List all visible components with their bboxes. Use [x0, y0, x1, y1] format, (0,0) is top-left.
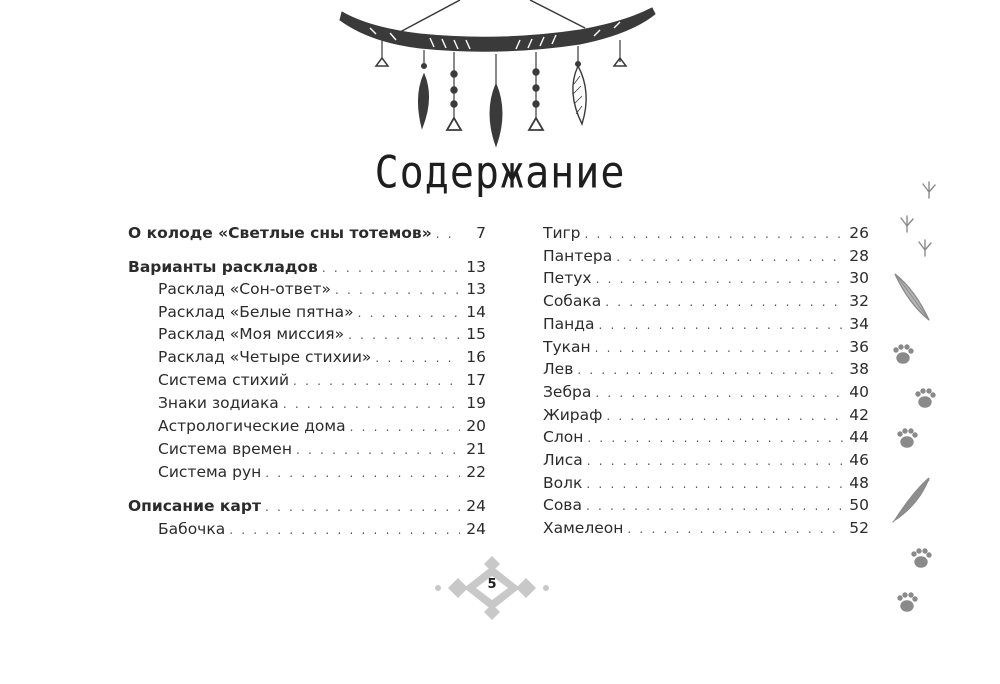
- toc-entry: [543, 517, 869, 539]
- toc-entry: [128, 222, 486, 244]
- toc-entry-title: Панда: [543, 314, 595, 333]
- toc-entry: [543, 381, 869, 403]
- toc-entry-page: 40: [849, 382, 869, 401]
- toc-entry: [543, 494, 869, 516]
- toc-entry-page: 44: [849, 428, 869, 447]
- toc-right-column: [543, 0, 869, 684]
- toc-entry-title: Расклад «Сон-ответ»: [158, 280, 331, 298]
- toc-entry-page: 21: [466, 440, 486, 458]
- toc-entry: [158, 392, 486, 414]
- toc-entry-page: 20: [466, 417, 486, 435]
- toc-entry-title: Хамелеон: [543, 519, 624, 538]
- toc-entry-page: 7: [476, 224, 486, 242]
- toc-entry: [158, 518, 486, 540]
- toc-entry: [543, 313, 869, 335]
- toc-entry-page: 38: [849, 360, 869, 379]
- toc-entry-page: 46: [849, 451, 869, 469]
- dot-leader: [606, 405, 843, 427]
- toc-entry: [543, 404, 869, 426]
- toc-entry: [158, 461, 486, 483]
- dot-leader: [296, 439, 460, 461]
- toc-entry-page: 48: [849, 473, 869, 492]
- toc-entry-title: Система времен: [158, 440, 292, 458]
- toc-entry-page: 50: [849, 496, 869, 515]
- toc-entry: [543, 290, 869, 312]
- dot-leader: [350, 416, 460, 438]
- dot-leader: [586, 473, 843, 495]
- dot-leader: [283, 393, 460, 415]
- dot-leader: [265, 462, 460, 484]
- toc-entry-page: 36: [849, 337, 869, 356]
- dot-leader: [586, 495, 843, 517]
- toc-entry-page: 28: [849, 246, 869, 265]
- toc-entry-title: Расклад «Четыре стихии»: [158, 348, 372, 366]
- toc-entry-title: Петух: [543, 269, 592, 288]
- toc-entry: [543, 449, 869, 471]
- toc-entry-title: Система стихий: [158, 371, 290, 389]
- toc-entry: [543, 472, 869, 494]
- toc-entry-title: Бабочка: [158, 520, 226, 538]
- dot-leader: [627, 518, 843, 540]
- toc-entry-title: Знаки зодиака: [158, 394, 279, 412]
- toc-entry-page: 15: [466, 325, 486, 343]
- dot-leader: [595, 382, 843, 404]
- dot-leader: [335, 279, 460, 301]
- toc-entry-page: 14: [466, 303, 486, 321]
- dot-leader: [577, 359, 843, 381]
- toc-entry-title: Пантера: [543, 246, 613, 265]
- toc-entry-title: Волк: [543, 473, 583, 492]
- toc-entry-title: Лев: [543, 360, 574, 379]
- dot-leader: [436, 223, 460, 245]
- toc-entry-title: Собака: [543, 292, 602, 311]
- toc-entry-page: 42: [849, 405, 869, 424]
- dot-leader: [348, 324, 460, 346]
- toc-entry-title: Зебра: [543, 382, 592, 401]
- dot-leader: [616, 246, 843, 268]
- dot-leader: [375, 347, 460, 369]
- toc-entry: [158, 369, 486, 391]
- toc-entry: [158, 323, 486, 345]
- toc-entry: [543, 426, 869, 448]
- toc-entry: [543, 267, 869, 289]
- toc-entry-title: Расклад «Моя миссия»: [158, 325, 345, 343]
- dot-leader: [358, 302, 460, 324]
- dot-leader: [293, 370, 460, 392]
- dot-leader: [229, 519, 460, 541]
- dot-leader: [599, 314, 843, 336]
- toc-entry: [128, 495, 486, 517]
- toc-entry-page: 30: [849, 269, 869, 288]
- dot-leader: [596, 268, 843, 290]
- toc-entry: [543, 358, 869, 380]
- toc-entry: [543, 336, 869, 358]
- toc-entry-page: 52: [849, 519, 869, 538]
- toc-entry-page: 24: [466, 520, 486, 538]
- dot-leader: [587, 450, 843, 472]
- toc-entry: [543, 245, 869, 267]
- page-title: Содержание: [374, 147, 626, 199]
- toc-entry: [128, 256, 486, 278]
- toc-entry-page: 32: [849, 292, 869, 311]
- toc-entry-page: 19: [466, 394, 486, 412]
- dot-leader: [265, 496, 460, 518]
- page-number-ornament: [432, 552, 552, 622]
- toc-entry-title: Слон: [543, 428, 584, 447]
- toc-entry-page: 16: [466, 348, 486, 366]
- toc-entry-title: Расклад «Белые пятна»: [158, 303, 354, 321]
- toc-entry-page: 24: [466, 497, 486, 515]
- toc-entry: [158, 278, 486, 300]
- toc-entry-title: Варианты раскладов: [128, 258, 318, 276]
- toc-entry-title: Сова: [543, 496, 582, 515]
- toc-entry-page: 13: [466, 258, 486, 276]
- toc-entry: [158, 438, 486, 460]
- toc-entry: [543, 222, 869, 244]
- toc-entry: [158, 301, 486, 323]
- dot-leader: [322, 257, 460, 279]
- toc-entry-page: 34: [849, 314, 869, 333]
- dot-leader: [585, 223, 843, 245]
- toc-entry-page: 13: [466, 280, 486, 298]
- toc-entry-title: Астрологические дома: [158, 417, 346, 435]
- toc-entry-title: Описание карт: [128, 497, 261, 515]
- animal-tracks-decoration: [885, 170, 955, 620]
- toc-entry: [158, 415, 486, 437]
- toc-entry-title: Система рун: [158, 463, 262, 481]
- toc-entry-page: 22: [466, 463, 486, 481]
- page-number: 5: [487, 577, 497, 592]
- dot-leader: [587, 427, 843, 449]
- toc-entry-title: О колоде «Светлые сны тотемов»: [128, 224, 432, 242]
- toc-entry-title: Тигр: [543, 224, 581, 242]
- dot-leader: [605, 291, 843, 313]
- dot-leader: [595, 337, 843, 359]
- toc-entry-page: 26: [849, 224, 869, 242]
- toc-entry-title: Жираф: [543, 405, 603, 424]
- toc-entry-page: 17: [466, 371, 486, 389]
- toc-entry-title: Тукан: [543, 337, 591, 356]
- toc-entry-title: Лиса: [543, 451, 583, 469]
- toc-entry: [158, 346, 486, 368]
